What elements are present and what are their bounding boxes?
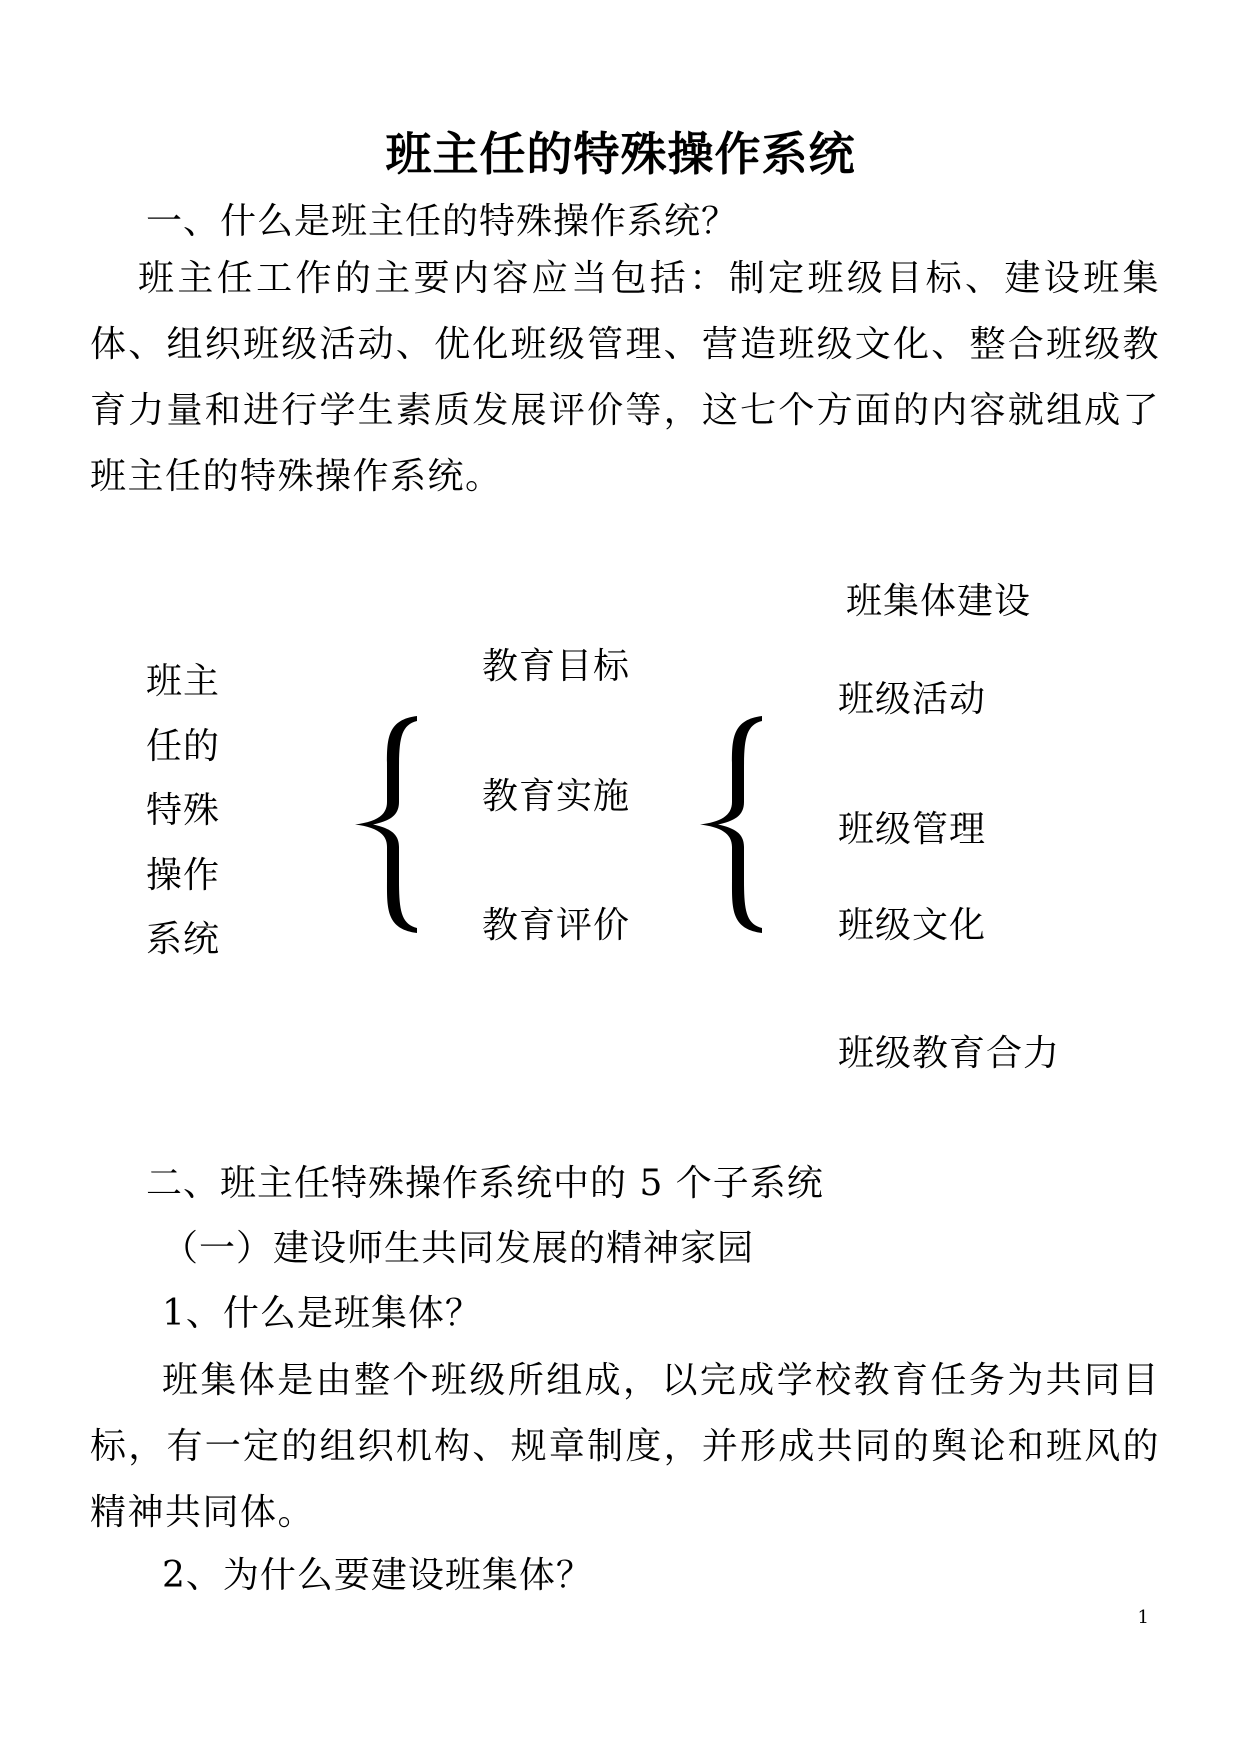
left-brace-icon <box>345 712 425 937</box>
middle-item-evaluation: 教育评价 <box>482 905 631 946</box>
page-number: 1 <box>1137 1607 1149 1628</box>
question-1-answer: 班集体是由整个班级所组成，以完成学校教育任务为共同目标，有一定的组织机构、规章制度，并形成共同的舆论和班风的精神共同体。 <box>90 1360 1160 1533</box>
right-item-class-activities: 班级活动 <box>838 679 987 720</box>
right-item-education-synergy: 班级教育合力 <box>838 1033 1061 1074</box>
section1-paragraph: 班主任工作的主要内容应当包括：制定班级目标、建设班集体、组织班级活动、优化班级管理、营造班级文化、整合班级教育力量和进行学生素质发展评价等，这七个方面的内容就组成了班主任的特殊操作系统。 <box>90 258 1160 497</box>
question-1: 1、什么是班集体？ <box>162 1293 482 1334</box>
section1-heading: 一、什么是班主任的特殊操作系统？ <box>146 201 739 242</box>
right-item-class-building: 班集体建设 <box>846 581 1032 622</box>
middle-item-implementation: 教育实施 <box>482 776 631 817</box>
question-2: 2、为什么要建设班集体？ <box>162 1555 593 1596</box>
right-item-class-culture: 班级文化 <box>838 905 987 946</box>
page-title: 班主任的特殊操作系统 <box>385 127 856 181</box>
diagram-root-label: 班主任的特殊操作系统 <box>146 661 221 960</box>
right-item-class-management: 班级管理 <box>838 809 987 850</box>
section2-subheading: （一）建设师生共同发展的精神家园 <box>162 1228 755 1269</box>
section2-heading: 二、班主任特殊操作系统中的 5 个子系统 <box>146 1163 824 1204</box>
right-brace-icon <box>690 712 770 937</box>
middle-item-goal: 教育目标 <box>482 646 631 687</box>
